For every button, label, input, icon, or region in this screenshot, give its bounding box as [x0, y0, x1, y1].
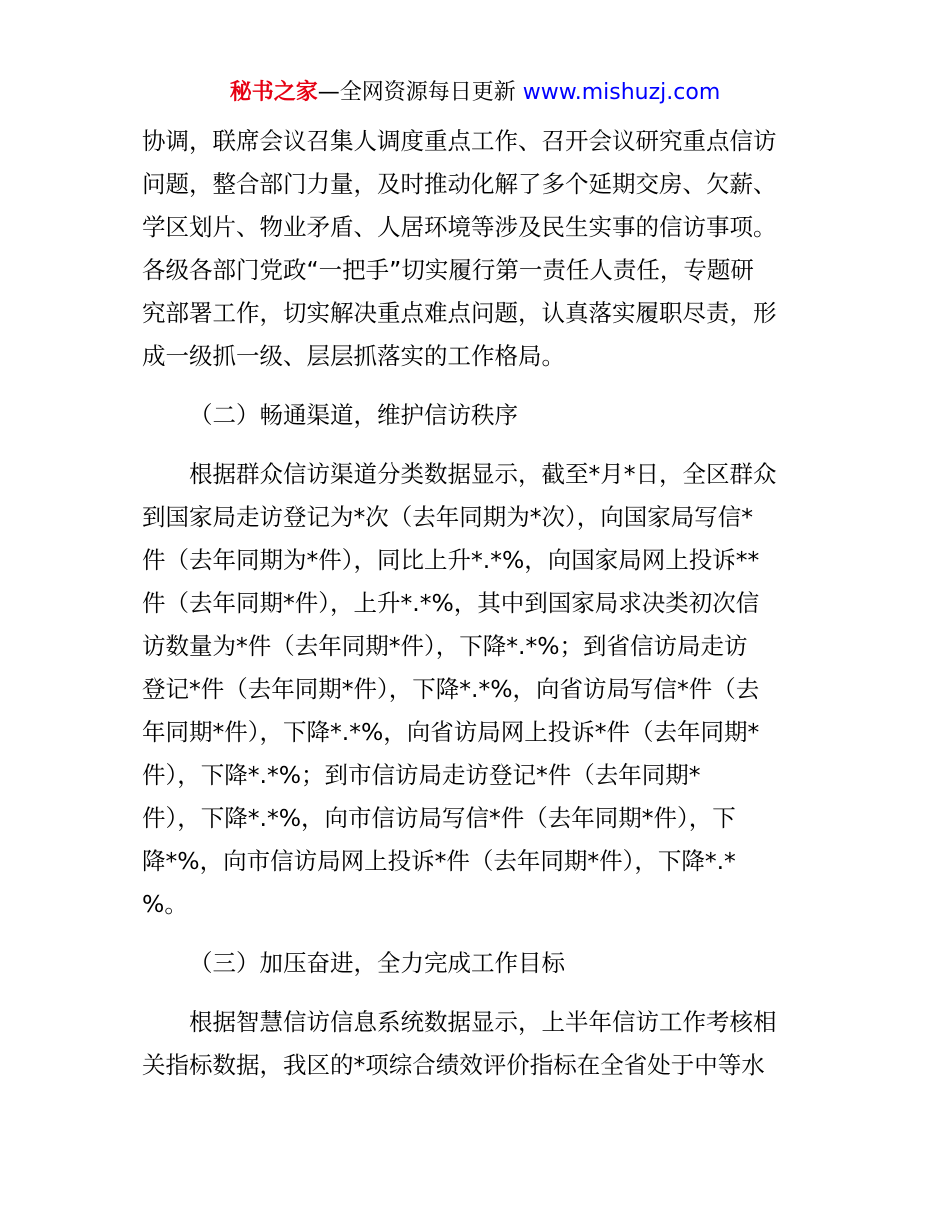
text-line: %。: [142, 890, 188, 918]
text-line: 件），下降*.*%，向市信访局写信*件（去年同期*件），下: [142, 804, 736, 832]
site-url-link[interactable]: www.mishuzj.com: [522, 80, 721, 105]
text-line: 关指标数据，我区的*项综合绩效评价指标在全省处于中等水: [142, 1051, 765, 1079]
header-tagline: —全网资源每日更新: [317, 80, 523, 105]
text-line: 到国家局走访登记为*次（去年同期为*次），向国家局写信*: [142, 503, 753, 531]
text-line: 各级各部门党政“一把手”切实履行第一责任人责任，专题研: [142, 256, 754, 284]
text-line: 登记*件（去年同期*件），下降*.*%，向省访局写信*件（去: [142, 675, 760, 703]
text-line: 件（去年同期为*件），同比上升*.*%，向国家局网上投诉**: [142, 546, 760, 574]
section-heading-2: （二）畅通渠道，维护信访秩序: [189, 401, 518, 429]
text-line: 件），下降*.*%；到市信访局走访登记*件（去年同期*: [142, 761, 701, 789]
text-line: 根据群众信访渠道分类数据显示，截至*月*日，全区群众: [189, 460, 777, 488]
text-line: 学区划片、物业矛盾、人居环境等涉及民生实事的信访事项。: [142, 213, 777, 241]
text-line: 协调，联席会议召集人调度重点工作、召开会议研究重点信访: [142, 127, 777, 155]
paragraph-2: [142, 453, 810, 926]
paragraph-3: [142, 1001, 810, 1087]
text-line: 降*%，向市信访局网上投诉*件（去年同期*件），下降*.*: [142, 847, 736, 875]
section-heading-3: （三）加压奋进，全力完成工作目标: [189, 949, 565, 977]
text-line: 根据智慧信访信息系统数据显示，上半年信访工作考核相: [189, 1008, 777, 1036]
brand-name: 秘书之家: [229, 80, 318, 105]
text-line: 件（去年同期*件），上升*.*%，其中到国家局求决类初次信: [142, 589, 760, 617]
text-line: 问题，整合部门力量，及时推动化解了多个延期交房、欠薪、: [142, 170, 777, 198]
paragraph-1: [142, 120, 810, 378]
site-header: [0, 78, 950, 108]
text-line: 年同期*件），下降*.*%，向省访局网上投诉*件（去年同期*: [142, 718, 760, 746]
text-line: 访数量为*件（去年同期*件），下降*.*%；到省信访局走访: [142, 632, 748, 660]
text-line: 成一级抓一级、层层抓落实的工作格局。: [142, 342, 565, 370]
text-line: 究部署工作，切实解决重点难点问题，认真落实履职尽责，形: [142, 299, 777, 327]
document-body: [142, 120, 810, 1087]
